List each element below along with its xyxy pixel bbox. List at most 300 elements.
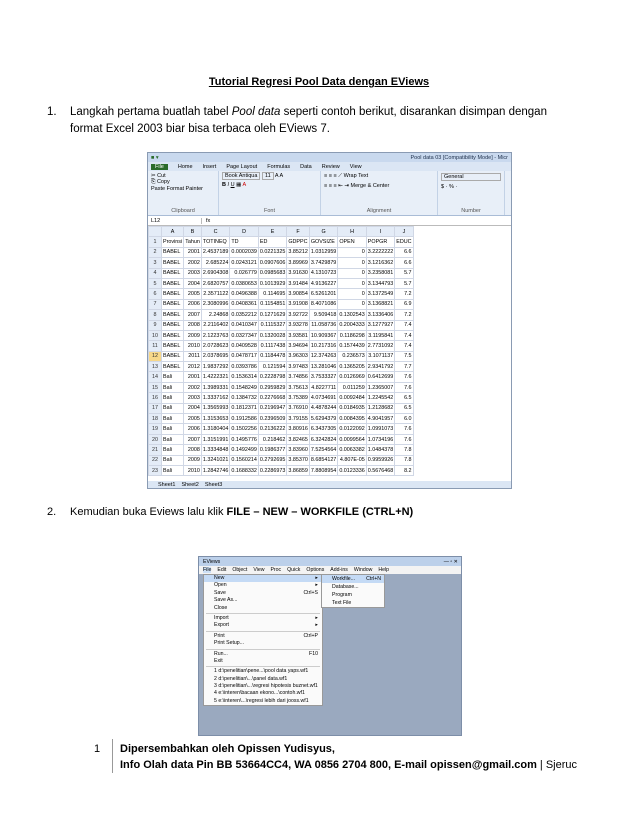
file-menu-item[interactable]: [204, 590, 322, 597]
table-cell[interactable]: BABEL: [162, 310, 184, 320]
menu-help[interactable]: Help: [378, 567, 390, 573]
table-cell[interactable]: 3.1372549: [366, 289, 394, 299]
table-cell[interactable]: 0.1560214: [230, 455, 258, 465]
table-cell[interactable]: 0.1912586: [230, 414, 258, 424]
copy-button[interactable]: Copy: [156, 179, 170, 185]
file-menu-item[interactable]: [204, 622, 322, 629]
table-cell[interactable]: 7.4: [395, 320, 413, 330]
table-cell[interactable]: 0.0221325: [258, 247, 286, 257]
column-letter[interactable]: H: [338, 227, 366, 237]
table-cell[interactable]: 13.281046: [309, 362, 337, 372]
table-cell[interactable]: 1.2128682: [366, 403, 394, 413]
table-cell[interactable]: 0.1186298: [338, 330, 366, 340]
table-cell[interactable]: 6.0: [395, 414, 413, 424]
new-submenu-item[interactable]: [322, 591, 384, 599]
table-cell[interactable]: 2011: [184, 351, 202, 361]
table-cell[interactable]: 5.6294379: [309, 414, 337, 424]
table-cell[interactable]: 0: [338, 278, 366, 288]
row-number[interactable]: 23: [149, 465, 162, 475]
table-cell[interactable]: 0.1812371: [230, 403, 258, 413]
table-cell[interactable]: 0.0063382: [338, 445, 366, 455]
file-menu-item[interactable]: [204, 668, 322, 675]
table-cell[interactable]: 3.82465: [287, 434, 310, 444]
file-menu-item[interactable]: [204, 651, 322, 658]
row-number[interactable]: 22: [149, 455, 162, 465]
menu-window[interactable]: Window: [353, 567, 373, 573]
table-cell[interactable]: 6.3242824: [309, 434, 337, 444]
table-cell[interactable]: 7.7: [395, 362, 413, 372]
table-cell[interactable]: Bali: [162, 372, 184, 382]
table-cell[interactable]: 3.80916: [287, 424, 310, 434]
table-cell[interactable]: 2.1223763: [201, 330, 229, 340]
menu-edit[interactable]: Edit: [217, 567, 227, 573]
ribbon-tab-home[interactable]: Home: [177, 163, 193, 170]
ribbon-tab-view[interactable]: View: [349, 163, 362, 170]
column-letter[interactable]: B: [184, 227, 202, 237]
table-cell[interactable]: 0.1492499: [230, 445, 258, 455]
table-cell[interactable]: 10.217316: [309, 341, 337, 351]
table-cell[interactable]: 12.374263: [309, 351, 337, 361]
table-cell[interactable]: 3.75613: [287, 382, 310, 392]
row-number[interactable]: 20: [149, 434, 162, 444]
table-cell[interactable]: 1.3241021: [201, 455, 229, 465]
table-cell[interactable]: BABEL: [162, 320, 184, 330]
table-cell[interactable]: 4.807E-05: [338, 455, 366, 465]
table-cell[interactable]: Bali: [162, 414, 184, 424]
table-cell[interactable]: 2006: [184, 424, 202, 434]
table-cell[interactable]: BABEL: [162, 330, 184, 340]
table-cell[interactable]: 2.3571122: [201, 289, 229, 299]
table-cell[interactable]: 3.86859: [287, 465, 310, 475]
table-cell[interactable]: BABEL: [162, 341, 184, 351]
table-cell[interactable]: 0.1013929: [258, 278, 286, 288]
format-painter-button[interactable]: Format Painter: [166, 186, 203, 192]
table-cell[interactable]: 0.2396509: [258, 414, 286, 424]
table-cell[interactable]: BABEL: [162, 289, 184, 299]
row-number[interactable]: 2: [149, 247, 162, 257]
menu-file[interactable]: File: [203, 567, 212, 573]
table-cell[interactable]: BABEL: [162, 247, 184, 257]
table-cell[interactable]: 0.2004333: [338, 320, 366, 330]
column-letter[interactable]: A: [162, 227, 184, 237]
table-cell[interactable]: 2006: [184, 299, 202, 309]
menu-proc[interactable]: Proc: [270, 567, 282, 573]
new-submenu-item[interactable]: [322, 599, 384, 607]
table-cell[interactable]: 0.0410347: [230, 320, 258, 330]
table-cell[interactable]: 3.2222222: [366, 247, 394, 257]
table-cell[interactable]: 0.0099564: [338, 434, 366, 444]
wrap-text-button[interactable]: Wrap Text: [343, 173, 369, 179]
table-cell[interactable]: 7.4: [395, 330, 413, 340]
sheet-tab-2[interactable]: Sheet2: [181, 481, 199, 488]
table-cell[interactable]: 2002: [184, 382, 202, 392]
file-menu-item[interactable]: [204, 605, 322, 612]
table-cell[interactable]: Bali: [162, 403, 184, 413]
table-cell[interactable]: 11.058736: [309, 320, 337, 330]
table-cell[interactable]: 3.1368821: [366, 299, 394, 309]
table-cell[interactable]: 6.3437305: [309, 424, 337, 434]
table-cell[interactable]: 0.1154851: [258, 299, 286, 309]
table-cell[interactable]: 8.6854127: [309, 455, 337, 465]
table-cell[interactable]: 2.9341792: [366, 362, 394, 372]
table-cell[interactable]: 0.011259: [338, 382, 366, 392]
row-number[interactable]: 6: [149, 289, 162, 299]
file-menu-item[interactable]: [204, 597, 322, 604]
table-cell[interactable]: Bali: [162, 382, 184, 392]
table-cell[interactable]: 1.2245542: [366, 393, 394, 403]
table-cell[interactable]: 0.0243121: [230, 258, 258, 268]
table-cell[interactable]: 0.1184478: [258, 351, 286, 361]
table-cell[interactable]: 0.2959829: [258, 382, 286, 392]
table-cell[interactable]: 0.0126969: [338, 372, 366, 382]
row-number[interactable]: 16: [149, 393, 162, 403]
table-cell[interactable]: 2.0378695: [201, 351, 229, 361]
bold-icon[interactable]: B: [222, 182, 226, 188]
table-cell[interactable]: 0.1365205: [338, 362, 366, 372]
table-cell[interactable]: 0.0409528: [230, 341, 258, 351]
table-cell[interactable]: 2.6904308: [201, 268, 229, 278]
table-cell[interactable]: 0.236573: [338, 351, 366, 361]
table-cell[interactable]: 7.5: [395, 351, 413, 361]
table-cell[interactable]: 0.0122092: [338, 424, 366, 434]
menu-options[interactable]: Options: [306, 567, 325, 573]
menu-quick[interactable]: Quick: [287, 567, 301, 573]
table-cell[interactable]: 2001: [184, 372, 202, 382]
table-cell[interactable]: 3.1195841: [366, 330, 394, 340]
table-cell[interactable]: 4.0734691: [309, 393, 337, 403]
table-cell[interactable]: 6.9: [395, 299, 413, 309]
table-cell[interactable]: 0.121594: [258, 362, 286, 372]
column-letter[interactable]: D: [230, 227, 258, 237]
row-number[interactable]: 8: [149, 310, 162, 320]
table-cell[interactable]: 2009: [184, 330, 202, 340]
header-cell[interactable]: EDUC: [395, 237, 413, 247]
table-cell[interactable]: 7.2: [395, 310, 413, 320]
table-cell[interactable]: 0.1384732: [230, 393, 258, 403]
header-cell[interactable]: POPGR: [366, 237, 394, 247]
merge-center-button[interactable]: Merge & Center: [350, 183, 390, 189]
paste-button[interactable]: Paste: [151, 186, 166, 192]
table-cell[interactable]: 2.4537189: [201, 247, 229, 257]
table-cell[interactable]: 10.909367: [309, 330, 337, 340]
table-cell[interactable]: 0.2228798: [258, 372, 286, 382]
table-cell[interactable]: 2005: [184, 289, 202, 299]
table-cell[interactable]: 0.1495776: [230, 434, 258, 444]
column-letter[interactable]: E: [258, 227, 286, 237]
row-number[interactable]: 5: [149, 278, 162, 288]
row-number[interactable]: 11: [149, 341, 162, 351]
table-cell[interactable]: 1.0484378: [366, 445, 394, 455]
table-cell[interactable]: 0.0496388: [230, 289, 258, 299]
table-cell[interactable]: 3.1344793: [366, 278, 394, 288]
table-cell[interactable]: 1.0734196: [366, 434, 394, 444]
table-cell[interactable]: 3.1216362: [366, 258, 394, 268]
header-cell[interactable]: OPEN: [338, 237, 366, 247]
table-cell[interactable]: 1.3151991: [201, 434, 229, 444]
table-cell[interactable]: 6.6: [395, 258, 413, 268]
header-cell[interactable]: TOTINEQ: [201, 237, 229, 247]
table-cell[interactable]: 0.0985683: [258, 268, 286, 278]
table-cell[interactable]: 0: [338, 247, 366, 257]
table-cell[interactable]: 1.0312959: [309, 247, 337, 257]
table-cell[interactable]: 0.2276668: [258, 393, 286, 403]
table-cell[interactable]: 7.6: [395, 372, 413, 382]
table-cell[interactable]: 2.685224: [201, 258, 229, 268]
table-cell[interactable]: 4.8227711: [309, 382, 337, 392]
table-cell[interactable]: 0.1986377: [258, 445, 286, 455]
table-cell[interactable]: 0: [338, 258, 366, 268]
table-cell[interactable]: 3.90854: [287, 289, 310, 299]
table-cell[interactable]: 3.89969: [287, 258, 310, 268]
table-cell[interactable]: 0.2792695: [258, 455, 286, 465]
font-size-select[interactable]: 11: [262, 172, 274, 180]
table-cell[interactable]: 3.1071137: [366, 351, 394, 361]
table-cell[interactable]: 1.3565993: [201, 403, 229, 413]
table-cell[interactable]: 0: [338, 299, 366, 309]
ribbon-tab-review[interactable]: Review: [321, 163, 340, 170]
sheet-tab-1[interactable]: Sheet1: [158, 481, 176, 488]
table-cell[interactable]: 7.5254564: [309, 445, 337, 455]
table-cell[interactable]: 0.1536314: [230, 372, 258, 382]
table-cell[interactable]: 9.509418: [309, 310, 337, 320]
row-number[interactable]: 18: [149, 414, 162, 424]
table-cell[interactable]: 0.1115327: [258, 320, 286, 330]
row-number[interactable]: 12: [149, 351, 162, 361]
row-number[interactable]: 10: [149, 330, 162, 340]
table-cell[interactable]: Bali: [162, 465, 184, 475]
column-letter[interactable]: C: [201, 227, 229, 237]
row-number[interactable]: 19: [149, 424, 162, 434]
table-cell[interactable]: 3.1336406: [366, 310, 394, 320]
header-cell[interactable]: GOVSIZE: [309, 237, 337, 247]
spreadsheet-grid[interactable]: [148, 226, 414, 476]
table-cell[interactable]: 0.0327347: [230, 330, 258, 340]
table-cell[interactable]: 6.5: [395, 403, 413, 413]
table-cell[interactable]: 0.0092484: [338, 393, 366, 403]
header-cell[interactable]: GDPPC: [287, 237, 310, 247]
table-cell[interactable]: 0.6412699: [366, 372, 394, 382]
table-cell[interactable]: 1.9837292: [201, 362, 229, 372]
table-cell[interactable]: 2010: [184, 465, 202, 475]
ribbon-tab-formulas[interactable]: Formulas: [267, 163, 291, 170]
table-cell[interactable]: 0.0478717: [230, 351, 258, 361]
table-cell[interactable]: 3.97483: [287, 362, 310, 372]
table-cell[interactable]: 3.94694: [287, 341, 310, 351]
table-cell[interactable]: 3.76910: [287, 403, 310, 413]
table-cell[interactable]: 3.91630: [287, 268, 310, 278]
table-cell[interactable]: 7.6: [395, 382, 413, 392]
table-cell[interactable]: 0.026779: [230, 268, 258, 278]
table-cell[interactable]: 7.6: [395, 434, 413, 444]
ribbon-tab-data[interactable]: Data: [300, 163, 312, 170]
table-cell[interactable]: 0.5676468: [366, 465, 394, 475]
table-cell[interactable]: 1.3334848: [201, 445, 229, 455]
number-format-select[interactable]: General: [441, 173, 501, 181]
file-menu-item[interactable]: [204, 658, 322, 665]
table-cell[interactable]: 0: [338, 289, 366, 299]
table-cell[interactable]: 7.2: [395, 289, 413, 299]
table-cell[interactable]: 4.4878244: [309, 403, 337, 413]
header-cell[interactable]: TD: [230, 237, 258, 247]
font-color-icon[interactable]: A: [242, 182, 247, 188]
table-cell[interactable]: 3.79155: [287, 414, 310, 424]
table-cell[interactable]: 0.2136222: [258, 424, 286, 434]
table-cell[interactable]: 6.5: [395, 393, 413, 403]
sheet-tab-3[interactable]: Sheet3: [204, 481, 223, 488]
table-cell[interactable]: 0.1302543: [338, 310, 366, 320]
ribbon-tab-insert[interactable]: Insert: [202, 163, 217, 170]
table-cell[interactable]: 2.7731092: [366, 341, 394, 351]
table-cell[interactable]: 1.2365007: [366, 382, 394, 392]
table-cell[interactable]: 2004: [184, 278, 202, 288]
table-cell[interactable]: 0.0408361: [230, 299, 258, 309]
table-cell[interactable]: 0.218462: [258, 434, 286, 444]
table-cell[interactable]: 0.0084395: [338, 414, 366, 424]
row-number[interactable]: 3: [149, 258, 162, 268]
table-cell[interactable]: 3.2358081: [366, 268, 394, 278]
table-cell[interactable]: 0.0002039: [230, 247, 258, 257]
table-cell[interactable]: Bali: [162, 434, 184, 444]
column-letter[interactable]: G: [309, 227, 337, 237]
table-cell[interactable]: Bali: [162, 455, 184, 465]
underline-icon[interactable]: U: [230, 182, 235, 188]
new-submenu-item[interactable]: [322, 575, 384, 583]
table-cell[interactable]: 0: [338, 268, 366, 278]
table-cell[interactable]: 3.85212: [287, 247, 310, 257]
row-number[interactable]: 4: [149, 268, 162, 278]
ribbon-tab-page-layout[interactable]: Page Layout: [226, 163, 258, 170]
row-number[interactable]: 7: [149, 299, 162, 309]
table-cell[interactable]: 3.75389: [287, 393, 310, 403]
file-menu-item[interactable]: [204, 615, 322, 622]
table-cell[interactable]: 6.6: [395, 247, 413, 257]
table-cell[interactable]: BABEL: [162, 299, 184, 309]
table-cell[interactable]: 6.5261201: [309, 289, 337, 299]
table-cell[interactable]: 0.0393786: [230, 362, 258, 372]
table-cell[interactable]: 0.1688332: [230, 465, 258, 475]
column-letter[interactable]: J: [395, 227, 413, 237]
menu-view[interactable]: View: [253, 567, 265, 573]
table-cell[interactable]: 1.3337162: [201, 393, 229, 403]
file-menu-item[interactable]: [204, 640, 322, 647]
table-cell[interactable]: BABEL: [162, 351, 184, 361]
table-cell[interactable]: 0.1574439: [338, 341, 366, 351]
table-cell[interactable]: 0.0352212: [230, 310, 258, 320]
column-letter[interactable]: F: [287, 227, 310, 237]
table-cell[interactable]: Bali: [162, 393, 184, 403]
file-menu-item[interactable]: [204, 582, 322, 589]
column-letter[interactable]: I: [366, 227, 394, 237]
table-cell[interactable]: 2.0728623: [201, 341, 229, 351]
table-cell[interactable]: 3.93278: [287, 320, 310, 330]
table-cell[interactable]: 4.9041957: [366, 414, 394, 424]
table-cell[interactable]: 7.8: [395, 455, 413, 465]
table-cell[interactable]: 3.85370: [287, 455, 310, 465]
table-cell[interactable]: BABEL: [162, 278, 184, 288]
table-cell[interactable]: 0.0380653: [230, 278, 258, 288]
table-cell[interactable]: BABEL: [162, 258, 184, 268]
table-cell[interactable]: 0.114695: [258, 289, 286, 299]
table-cell[interactable]: BABEL: [162, 362, 184, 372]
row-number[interactable]: 15: [149, 382, 162, 392]
table-cell[interactable]: 0.0184935: [338, 403, 366, 413]
table-cell[interactable]: 1.3989331: [201, 382, 229, 392]
table-cell[interactable]: 2.3080996: [201, 299, 229, 309]
table-cell[interactable]: 7.8808954: [309, 465, 337, 475]
table-cell[interactable]: 3.93581: [287, 330, 310, 340]
new-submenu-item[interactable]: [322, 583, 384, 591]
table-cell[interactable]: 2003: [184, 393, 202, 403]
table-cell[interactable]: 2007: [184, 310, 202, 320]
table-cell[interactable]: 2001: [184, 247, 202, 257]
table-cell[interactable]: 1.2842746: [201, 465, 229, 475]
table-cell[interactable]: 3.91484: [287, 278, 310, 288]
name-box[interactable]: L12: [148, 218, 202, 224]
table-cell[interactable]: 1.3180404: [201, 424, 229, 434]
table-cell[interactable]: 0.2196947: [258, 403, 286, 413]
italic-icon[interactable]: I: [227, 182, 230, 188]
table-cell[interactable]: 0.0907606: [258, 258, 286, 268]
table-cell[interactable]: 0.2286973: [258, 465, 286, 475]
file-menu-item[interactable]: [204, 690, 322, 697]
table-cell[interactable]: 5.7: [395, 278, 413, 288]
table-cell[interactable]: 2007: [184, 434, 202, 444]
table-cell[interactable]: 3.91908: [287, 299, 310, 309]
table-cell[interactable]: 7.4: [395, 341, 413, 351]
file-menu-item[interactable]: [204, 575, 322, 582]
table-cell[interactable]: 1.3153653: [201, 414, 229, 424]
table-cell[interactable]: 0.9959926: [366, 455, 394, 465]
table-cell[interactable]: 2002: [184, 258, 202, 268]
table-cell[interactable]: 3.7533327: [309, 372, 337, 382]
table-cell[interactable]: 3.83960: [287, 445, 310, 455]
row-number[interactable]: 17: [149, 403, 162, 413]
table-cell[interactable]: 0.1502256: [230, 424, 258, 434]
file-menu-item[interactable]: [204, 676, 322, 683]
menu-object[interactable]: Object: [232, 567, 248, 573]
column-letter[interactable]: [149, 227, 162, 237]
table-cell[interactable]: 0.1320028: [258, 330, 286, 340]
table-cell[interactable]: 0.1271629: [258, 310, 286, 320]
table-cell[interactable]: 0.1548249: [230, 382, 258, 392]
table-cell[interactable]: 3.96303: [287, 351, 310, 361]
menu-add-ins[interactable]: Add-ins: [330, 567, 348, 573]
table-cell[interactable]: 2003: [184, 268, 202, 278]
table-cell[interactable]: 7.6: [395, 424, 413, 434]
table-cell[interactable]: 3.1277927: [366, 320, 394, 330]
table-cell[interactable]: 3.7429879: [309, 258, 337, 268]
table-cell[interactable]: 3.74856: [287, 372, 310, 382]
font-name-select[interactable]: Book Antiqua: [222, 172, 260, 180]
table-cell[interactable]: 2.2116402: [201, 320, 229, 330]
header-cell[interactable]: Provinsi: [162, 237, 184, 247]
table-cell[interactable]: Bali: [162, 424, 184, 434]
table-cell[interactable]: BABEL: [162, 268, 184, 278]
row-number[interactable]: 1: [149, 237, 162, 247]
file-menu-item[interactable]: [204, 698, 322, 705]
table-cell[interactable]: 8.2: [395, 465, 413, 475]
table-cell[interactable]: 2010: [184, 341, 202, 351]
table-cell[interactable]: 4.9136227: [309, 278, 337, 288]
table-cell[interactable]: 2008: [184, 320, 202, 330]
table-cell[interactable]: 2008: [184, 445, 202, 455]
table-cell[interactable]: 2012: [184, 362, 202, 372]
table-cell[interactable]: 3.92722: [287, 310, 310, 320]
table-cell[interactable]: 2004: [184, 403, 202, 413]
table-cell[interactable]: 1.4222321: [201, 372, 229, 382]
file-menu-item[interactable]: [204, 683, 322, 690]
table-cell[interactable]: 4.1310723: [309, 268, 337, 278]
